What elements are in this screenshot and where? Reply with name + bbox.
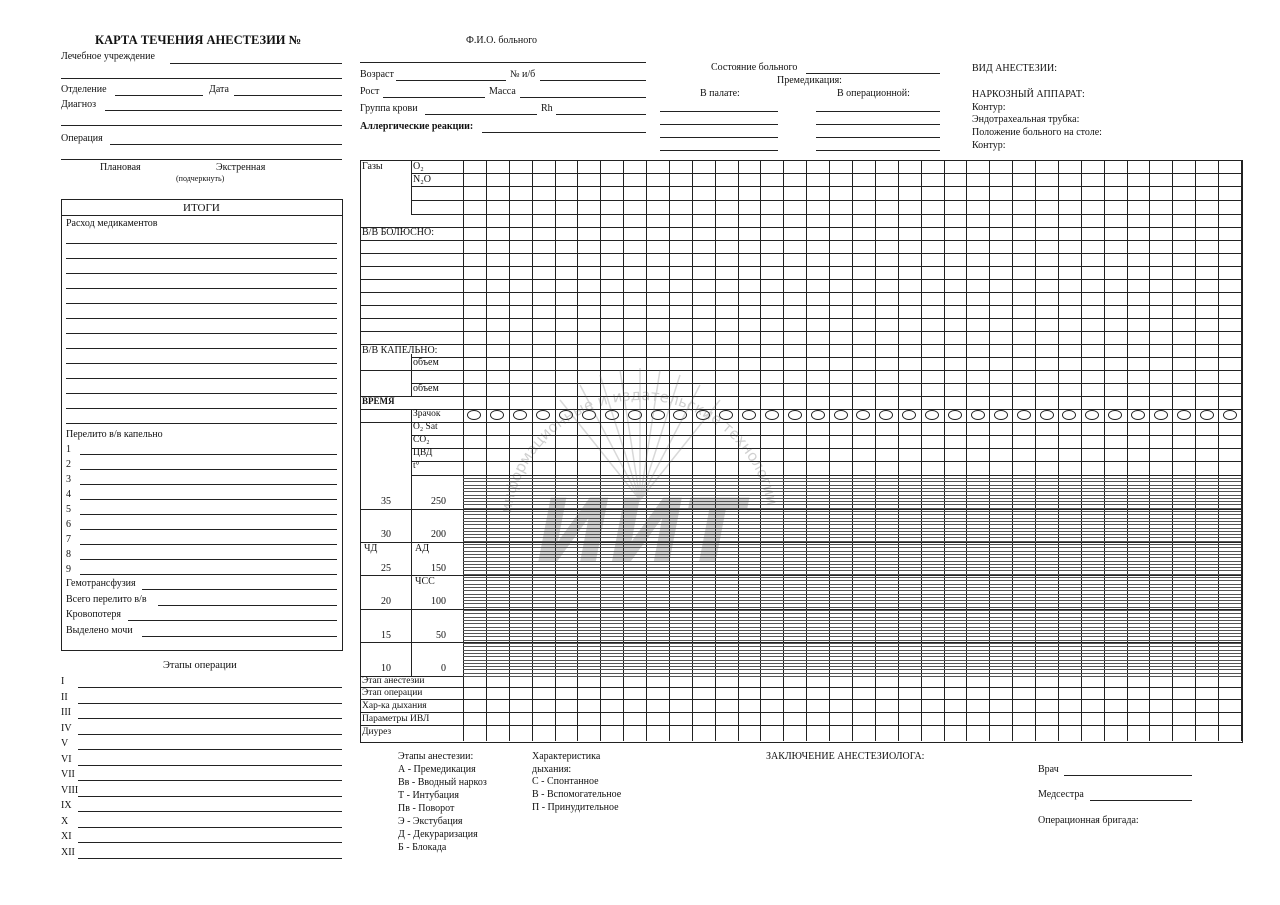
infused-line[interactable] <box>80 499 337 500</box>
breathing-label: Хар-ка дыхания <box>362 701 427 711</box>
pupil-circle[interactable] <box>834 410 848 420</box>
chart-hline <box>463 663 1241 664</box>
totals-title: ИТОГИ <box>183 202 220 214</box>
hemotransfusion-field[interactable] <box>142 589 337 590</box>
chart-hline <box>463 607 1241 608</box>
stage-numeral: I <box>61 676 65 687</box>
legend-item: А - Премедикация <box>398 764 476 775</box>
meds-line[interactable] <box>66 288 337 289</box>
chart-major-line <box>360 609 1241 610</box>
pupil-circle[interactable] <box>1131 410 1145 420</box>
grid-row-line <box>360 305 1241 306</box>
bp-scale-value: 250 <box>431 496 446 507</box>
infused-number: 6 <box>66 519 71 530</box>
meds-line[interactable] <box>66 348 337 349</box>
premedication-label: Премедикация: <box>777 75 842 86</box>
form-title: КАРТА ТЕЧЕНИЯ АНЕСТЕЗИИ № <box>95 33 302 47</box>
chart-major-line <box>360 642 1241 643</box>
rh-field[interactable] <box>556 114 646 115</box>
legend-item: Пв - Поворот <box>398 803 455 814</box>
total-infused-field[interactable] <box>158 605 337 606</box>
pupil-circle[interactable] <box>948 410 962 420</box>
stage-numeral: V <box>61 738 69 749</box>
chart-hline <box>463 577 1241 578</box>
stage-numeral: III <box>61 707 71 718</box>
stage-line[interactable] <box>78 765 342 766</box>
co2-label: CO₂ <box>413 435 430 445</box>
bp-scale-value: 150 <box>431 563 446 574</box>
chart-hline <box>463 590 1241 591</box>
weight-field[interactable] <box>520 97 646 98</box>
infused-line[interactable] <box>80 514 337 515</box>
legend-title: Этапы анестезии: <box>398 751 474 762</box>
age-field[interactable] <box>396 80 506 81</box>
circuit-label: Контур: <box>972 102 1006 113</box>
urine-field[interactable] <box>142 636 337 637</box>
grid-row-line <box>360 712 1241 713</box>
stage-line[interactable] <box>78 858 342 859</box>
meds-line[interactable] <box>66 363 337 364</box>
chart-hline <box>463 669 1241 670</box>
infused-number: 1 <box>66 444 71 455</box>
stage-line[interactable] <box>78 796 342 797</box>
ward-premed-line[interactable] <box>660 111 778 112</box>
legend-item: Б - Блокада <box>398 842 447 853</box>
team-label: Операционная бригада: <box>1038 815 1139 826</box>
pupil-circle[interactable] <box>1177 410 1191 420</box>
volume-label-2: объем <box>413 383 439 394</box>
stage-numeral: XI <box>61 831 72 842</box>
grid-row-line <box>360 266 1241 267</box>
urine-label: Выделено мочи <box>66 625 133 636</box>
infused-number: 9 <box>66 564 71 575</box>
condition-field[interactable] <box>806 73 940 74</box>
chart-hline <box>463 597 1241 598</box>
chart-hline <box>463 587 1241 588</box>
height-label: Рост <box>360 86 380 97</box>
history-no-field[interactable] <box>540 80 646 81</box>
stage-numeral: VIII <box>61 784 79 796</box>
pupil-circle[interactable] <box>1223 410 1237 420</box>
label-column-divider <box>411 354 412 396</box>
rr-scale-value: 10 <box>381 663 391 674</box>
bp-scale-value: 200 <box>431 529 446 540</box>
diagnosis-label: Диагноз <box>61 99 97 110</box>
bp-scale-value: 100 <box>431 596 446 607</box>
legend-item: Э - Экстубация <box>398 816 463 827</box>
grid-row-line <box>360 699 1241 700</box>
chart-hline <box>463 656 1241 657</box>
legend-item: Д - Декураризация <box>398 829 478 840</box>
blood-loss-label: Кровопотеря <box>66 609 121 620</box>
breath-legend-title: Характеристика <box>532 751 601 762</box>
rr-scale-value: 15 <box>381 630 391 641</box>
or-premed-line[interactable] <box>816 111 940 112</box>
ward-premed-line[interactable] <box>660 124 778 125</box>
diagnosis-field-2[interactable] <box>61 125 342 126</box>
stage-line[interactable] <box>78 749 342 750</box>
infused-line[interactable] <box>80 574 337 575</box>
stage-line[interactable] <box>78 703 342 704</box>
meds-line[interactable] <box>66 303 337 304</box>
tube-label: Эндотрахеальная трубка: <box>972 114 1080 125</box>
infused-number: 8 <box>66 549 71 560</box>
infused-number: 2 <box>66 459 71 470</box>
chart-hline <box>463 610 1241 611</box>
chart-hline <box>463 643 1241 644</box>
blood-group-label: Группа крови <box>360 103 418 114</box>
chart-hline <box>463 617 1241 618</box>
height-field[interactable] <box>383 97 485 98</box>
date-label: Дата <box>209 84 229 95</box>
or-premed-line[interactable] <box>816 124 940 125</box>
publisher-watermark <box>470 330 810 570</box>
chart-hline <box>463 666 1241 667</box>
bolus-label: В/В БОЛЮСНО: <box>362 227 434 238</box>
breath-legend-item: В - Вспомогательное <box>532 789 622 800</box>
age-label: Возраст <box>360 69 394 80</box>
watermark-arc-text: информационные и издательские технологии <box>497 385 782 515</box>
stage-line[interactable] <box>78 687 342 688</box>
meds-line[interactable] <box>66 258 337 259</box>
grid-row-line <box>360 292 1241 293</box>
stage-line[interactable] <box>78 842 342 843</box>
totals-title-divider <box>61 215 342 216</box>
rr-scale-value: 25 <box>381 563 391 574</box>
bp-scale-value: 50 <box>436 630 446 641</box>
grid-column-line <box>1241 160 1242 741</box>
pupil-circle[interactable] <box>994 410 1008 420</box>
pupil-label: Зрачок <box>413 409 441 419</box>
meds-line[interactable] <box>66 423 337 424</box>
breath-legend-title-2: дыхания: <box>532 764 572 775</box>
patient-name-label: Ф.И.О. больного <box>466 35 538 46</box>
position-label: Положение больного на столе: <box>972 127 1102 138</box>
operation-stage-label: Этап операции <box>362 688 423 698</box>
allergy-label: Аллергические реакции: <box>360 121 474 132</box>
breath-legend-item: С - Спонтанное <box>532 776 599 787</box>
label-column-divider <box>411 160 412 214</box>
chart-hline <box>463 633 1241 634</box>
stage-line[interactable] <box>78 811 342 812</box>
stage-numeral: VI <box>61 753 72 765</box>
pupil-circle[interactable] <box>1154 410 1168 420</box>
pupil-circle[interactable] <box>1040 410 1054 420</box>
machine-label: НАРКОЗНЫЙ АППАРАТ: <box>972 89 1085 100</box>
chart-hline <box>463 584 1241 585</box>
grid-subrow-line <box>411 186 1241 187</box>
grid-subrow-line <box>411 173 1241 174</box>
date-field[interactable] <box>234 95 342 96</box>
infused-number: 3 <box>66 474 71 485</box>
institution-label: Лечебное учреждение <box>61 51 155 62</box>
department-label: Отделение <box>61 84 107 95</box>
meds-line[interactable] <box>66 273 337 274</box>
grid-subrow-line <box>411 214 1241 215</box>
meds-line[interactable] <box>66 243 337 244</box>
meds-line[interactable] <box>66 333 337 334</box>
chart-hline <box>463 673 1241 674</box>
stage-line[interactable] <box>78 780 342 781</box>
pupil-circle[interactable] <box>811 410 825 420</box>
chart-major-line <box>360 575 1241 576</box>
chart-hline <box>463 653 1241 654</box>
chart-hline <box>463 660 1241 661</box>
operation-field-2[interactable] <box>61 159 342 160</box>
stage-numeral: VII <box>61 769 75 780</box>
grid-row-line <box>360 725 1241 726</box>
chart-hline <box>463 620 1241 621</box>
stage-line[interactable] <box>78 718 342 719</box>
meds-line[interactable] <box>66 378 337 379</box>
chart-hline <box>463 580 1241 581</box>
pupil-circle[interactable] <box>971 410 985 420</box>
stage-numeral: IV <box>61 722 72 734</box>
chart-hline <box>463 630 1241 631</box>
anesthesia-stage-label: Этап анестезии <box>362 676 425 686</box>
rr-scale-value: 35 <box>381 496 391 507</box>
grid-row-line <box>360 240 1241 241</box>
infused-line[interactable] <box>80 484 337 485</box>
chart-hline <box>463 640 1241 641</box>
chart-hline <box>463 603 1241 604</box>
cvp-label: ЦВД <box>413 448 433 458</box>
meds-line[interactable] <box>66 408 337 409</box>
operation-field[interactable] <box>110 144 342 145</box>
stage-numeral: II <box>61 691 68 703</box>
chart-hline <box>463 613 1241 614</box>
in-ward-label: В палате: <box>700 88 740 99</box>
condition-label: Состояние больного <box>711 62 798 73</box>
breath-legend-item: П - Принудительное <box>532 802 619 813</box>
department-field[interactable] <box>115 95 203 96</box>
ventilation-label: Параметры ИВЛ <box>362 714 430 724</box>
volume-label-1: объем <box>413 357 439 368</box>
chart-hline <box>463 636 1241 637</box>
hr-label: ЧСС <box>415 576 435 587</box>
chart-hline <box>463 646 1241 647</box>
meds-label: Расход медикаментов <box>66 218 158 229</box>
blood-loss-field[interactable] <box>128 620 337 621</box>
chart-hline <box>463 650 1241 651</box>
drip-label: В/В КАПЕЛЬНО: <box>362 345 438 356</box>
grid-row-line <box>360 318 1241 319</box>
legend-item: Т - Интубация <box>398 790 459 801</box>
diagnosis-field[interactable] <box>105 110 342 111</box>
chart-hline <box>463 594 1241 595</box>
allergy-field[interactable] <box>482 132 646 133</box>
chart-hline <box>463 676 1241 677</box>
or-premed-line[interactable] <box>816 137 940 138</box>
pupil-circle[interactable] <box>1200 410 1214 420</box>
stage-numeral: IX <box>61 800 72 811</box>
operation-label: Операция <box>61 133 103 144</box>
n2o-label: N₂O <box>413 174 431 185</box>
o2sat-label: O₂ Sat <box>413 422 438 432</box>
infused-number: 4 <box>66 489 71 500</box>
rh-label: Rh <box>541 103 553 114</box>
conclusion-title: ЗАКЛЮЧЕНИЕ АНЕСТЕЗИОЛОГА: <box>766 751 925 762</box>
pupil-circle[interactable] <box>1017 410 1031 420</box>
chart-hline <box>463 600 1241 601</box>
legend-item: Вв - Вводный наркоз <box>398 777 487 788</box>
planned-option[interactable]: Плановая <box>100 162 141 173</box>
infused-number: 5 <box>66 504 71 515</box>
chart-hline <box>463 623 1241 624</box>
rr-label: ЧД <box>364 543 378 554</box>
nurse-field[interactable] <box>1090 800 1192 801</box>
stage-numeral: XII <box>61 846 75 858</box>
infused-number: 7 <box>66 534 71 545</box>
chart-hline <box>463 570 1241 571</box>
gases-label: Газы <box>362 161 383 172</box>
patient-name-field[interactable] <box>360 62 646 63</box>
history-no-label: № и/б <box>510 69 536 80</box>
ward-premed-line[interactable] <box>660 150 778 151</box>
infused-line[interactable] <box>80 529 337 530</box>
watermark-logo-text: ИИТ <box>536 480 744 570</box>
institution-field-2[interactable] <box>61 78 342 79</box>
o2-label: O₂ <box>413 161 424 172</box>
institution-field[interactable] <box>170 63 342 64</box>
infused-line[interactable] <box>80 469 337 470</box>
meds-line[interactable] <box>66 393 337 394</box>
infused-line[interactable] <box>80 454 337 455</box>
diuresis-label: Диурез <box>362 727 392 737</box>
anesthesia-type-label: ВИД АНЕСТЕЗИИ: <box>972 63 1058 74</box>
stage-numeral: X <box>61 815 69 827</box>
grid-row-line <box>360 253 1241 254</box>
grid-row-line <box>360 279 1241 280</box>
or-premed-line[interactable] <box>816 150 940 151</box>
label-column-divider <box>411 409 412 475</box>
rr-scale-value: 30 <box>381 529 391 540</box>
time-label: ВРЕМЯ <box>362 396 395 406</box>
infused-line[interactable] <box>80 559 337 560</box>
temp-label: t° <box>413 461 420 471</box>
stage-line[interactable] <box>78 734 342 735</box>
grid-row-line <box>360 687 1241 688</box>
underline-note: (подчеркнуть) <box>176 174 225 183</box>
emergency-option[interactable]: Экстренная <box>216 162 266 173</box>
ward-premed-line[interactable] <box>660 137 778 138</box>
total-infused-label: Всего перелито в/в <box>66 594 147 605</box>
circuit-label-2: Контур: <box>972 140 1006 151</box>
grid-subrow-line <box>411 200 1241 201</box>
bp-scale-value: 0 <box>441 663 446 674</box>
infused-line[interactable] <box>80 544 337 545</box>
in-or-label: В операционной: <box>837 88 910 99</box>
stage-line[interactable] <box>78 827 342 828</box>
grid-row-line <box>360 227 1241 228</box>
nurse-label: Медсестра <box>1038 789 1084 800</box>
doctor-label: Врач <box>1038 764 1059 775</box>
bp-label: АД <box>415 543 430 554</box>
blood-group-field[interactable] <box>425 114 537 115</box>
rr-scale-value: 20 <box>381 596 391 607</box>
stages-title: Этапы операции <box>163 660 237 671</box>
doctor-field[interactable] <box>1064 775 1192 776</box>
pupil-circle[interactable] <box>925 410 939 420</box>
meds-line[interactable] <box>66 318 337 319</box>
chart-hline <box>463 627 1241 628</box>
infused-label: Перелито в/в капельно <box>66 429 163 440</box>
hemotransfusion-label: Гемотрансфузия <box>66 578 136 589</box>
weight-label: Масса <box>489 86 516 97</box>
